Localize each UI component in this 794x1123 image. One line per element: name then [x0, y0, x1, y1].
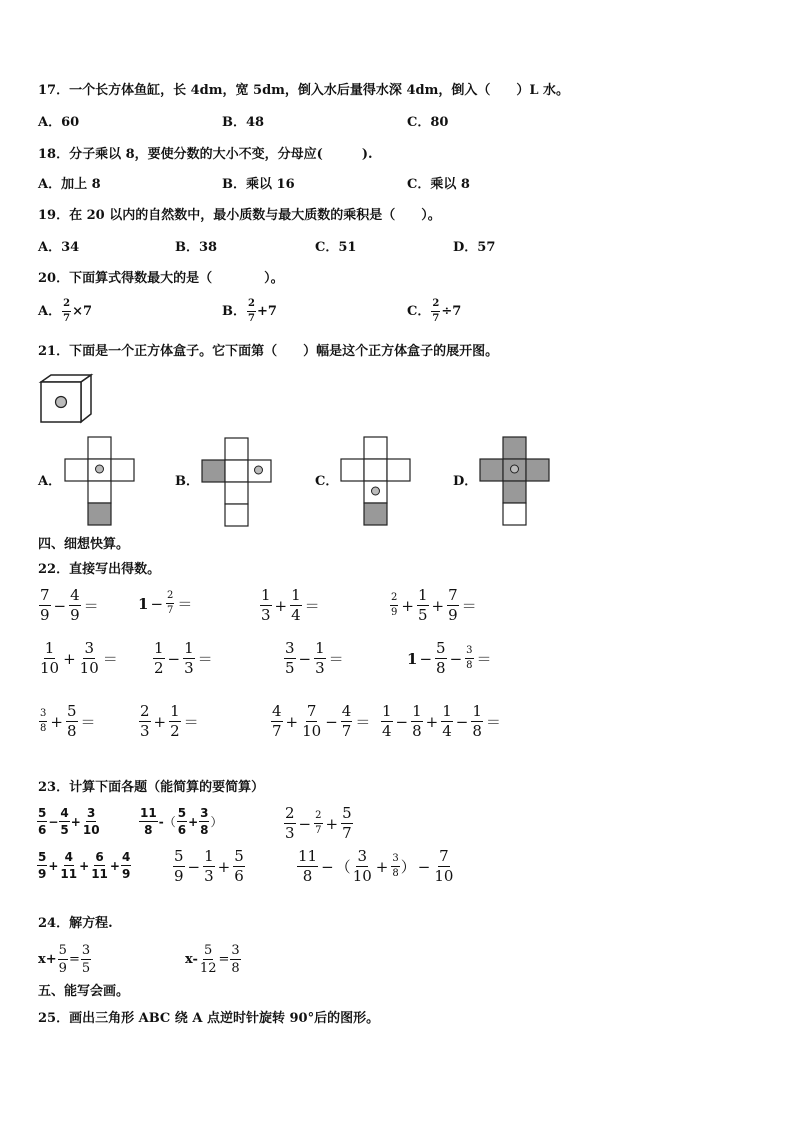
option-c: C．: [315, 474, 339, 489]
question-20: [38, 270, 284, 288]
question-text: 下面是一个正方体盒子。它下面第（ ）幅是这个正方体盒子的展开图。: [69, 344, 499, 359]
option-b: B．乘以 16: [222, 177, 295, 192]
question-text: 一个长方体鱼缸，长 4dm，宽 5dm，倒入水后量得水深 4dm，倒入（ ）L 水。: [69, 83, 570, 98]
expression-23-3: $\frac{2}{3}$ − $\frac{2}{7}$ + $\frac{5}{7}$: [285, 804, 352, 842]
equation-24-1: x+ $\frac{5}{9}$ = $\frac{3}{5}$: [38, 943, 91, 976]
expression-22-11: $\frac{4}{7}$ + $\frac{7}{10}$ − $\frac{4}{7}$ ＝: [272, 702, 371, 740]
expression-22-7: $\frac{3}{5}$ − $\frac{1}{3}$ ＝: [285, 639, 344, 677]
question-number: 23．: [38, 780, 70, 795]
option-c: C．80: [407, 115, 449, 130]
question-18: [38, 146, 373, 164]
question-text: 在 20 以内的自然数中，最小质数与最大质数的乘积是（ ）。: [69, 208, 441, 223]
option-d: D．57: [453, 240, 496, 255]
question-text: 直接写出得数。: [69, 562, 161, 577]
option-c: C．乘以 8: [407, 177, 470, 192]
section-4-heading: 四、细想快算。: [38, 537, 130, 552]
expression-22-5: $\frac{1}{10}$ + $\frac{3}{10}$ ＝: [40, 639, 118, 677]
question-24: [38, 915, 113, 933]
option-a: A． $\frac{2}{7}$ ×7: [38, 298, 93, 324]
question-number: 20．: [38, 271, 70, 286]
equation-24-2: x- $\frac{5}{12}$ = $\frac{3}{8}$: [185, 943, 240, 976]
question-number: 18．: [38, 147, 70, 162]
option-a: A．加上 8: [38, 177, 101, 192]
question-text: 下面算式得数最大的是（ ）。: [69, 271, 284, 286]
question-text: 分子乘以 8，要使分数的大小不变，分母应( ).: [69, 147, 373, 162]
option-d: D．: [453, 474, 478, 489]
option-b: B．: [175, 474, 199, 489]
expression-22-9: $\frac{3}{8}$ + $\frac{5}{8}$ ＝: [40, 702, 96, 740]
option-c: C． $\frac{2}{7}$ ÷7: [407, 298, 462, 324]
net-c-figure: [340, 436, 412, 528]
expression-22-2: 1 − $\frac{2}{7}$ ＝: [138, 590, 193, 616]
question-23: [38, 779, 264, 797]
question-19: [38, 207, 441, 225]
net-a-figure: [64, 436, 136, 528]
question-number: 19．: [38, 208, 70, 223]
question-21: [38, 343, 498, 361]
option-a: A．34: [38, 240, 80, 255]
question-25: [38, 1010, 379, 1028]
expression-22-12: $\frac{1}{4}$ − $\frac{1}{8}$ + $\frac{1}{4}$ − $\frac{1}{8}$ ＝: [382, 702, 501, 740]
expression-22-6: $\frac{1}{2}$ − $\frac{1}{3}$ ＝: [154, 639, 213, 677]
expression-22-4: $\frac{2}{9}$ + $\frac{1}{5}$ + $\frac{7}{9}$ ＝: [391, 586, 477, 624]
expression-22-1: $\frac{7}{9}$ − $\frac{4}{9}$ ＝: [40, 586, 99, 624]
expression-22-10: $\frac{2}{3}$ + $\frac{1}{2}$ ＝: [140, 702, 199, 740]
expression-23-2: $\frac{11}{8}$ - （ $\frac{5}{6}$ + $\frac{3}{8}$ ）: [140, 806, 223, 837]
question-text: 解方程.: [69, 916, 113, 931]
option-a: A．: [38, 474, 62, 489]
section-5-heading: 五、能写会画。: [38, 984, 130, 999]
option-b: B．38: [175, 240, 218, 255]
question-number: 21．: [38, 344, 70, 359]
question-number: 24．: [38, 916, 70, 931]
expression-22-8: 1 − $\frac{5}{8}$ − $\frac{3}{8}$ ＝: [407, 639, 492, 677]
expression-23-5: $\frac{5}{9}$ − $\frac{1}{3}$ + $\frac{5}{6}$: [174, 847, 244, 885]
option-c: C．51: [315, 240, 357, 255]
question-text: 画出三角形 ABC 绕 A 点逆时针旋转 90°后的图形。: [69, 1011, 380, 1026]
question-22: [38, 561, 160, 579]
expression-23-6: $\frac{11}{8}$ − （ $\frac{3}{10}$ + $\frac{3}{8}$ ） − $\frac{7}{10}$: [298, 847, 454, 885]
question-number: 17．: [38, 83, 70, 98]
question-number: 22．: [38, 562, 70, 577]
net-b-figure: [201, 437, 273, 529]
option-b: B．48: [222, 115, 265, 130]
question-17: [38, 82, 569, 100]
question-number: 25．: [38, 1011, 70, 1026]
net-d-figure: [479, 436, 551, 528]
question-text: 计算下面各题（能简算的要简算）: [69, 780, 265, 795]
expression-23-4: $\frac{5}{9}$ + $\frac{4}{11}$ + $\frac{6}{11}$ + $\frac{4}{9}$: [38, 850, 131, 881]
option-a: A．60: [38, 115, 80, 130]
option-b: B． $\frac{2}{7}$ +7: [222, 298, 277, 324]
expression-23-1: $\frac{5}{6}$ − $\frac{4}{5}$ + $\frac{3}{10}$: [38, 806, 100, 837]
cube-figure: [38, 372, 94, 428]
expression-22-3: $\frac{1}{3}$ + $\frac{1}{4}$ ＝: [261, 586, 320, 624]
